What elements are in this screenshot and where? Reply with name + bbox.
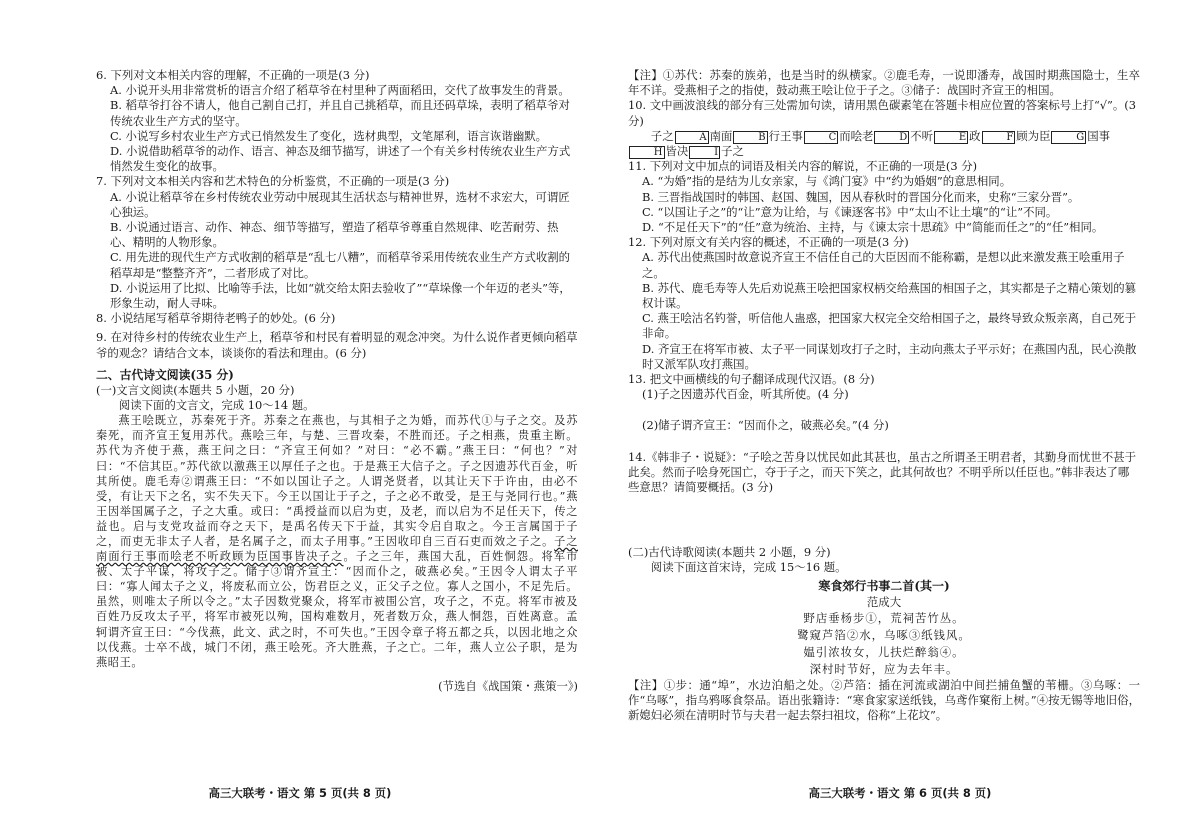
question-13-stem: 13. 把文中画横线的句子翻译成现代汉语。(8 分) xyxy=(628,372,875,387)
q10-segment: 南面 xyxy=(709,128,733,143)
question-11-option-b: B. 三晋指战国时的韩国、赵国、魏国，因从春秋时的晋国分化而来，史称“三家分晋”。 xyxy=(642,189,1080,204)
q10-mark-g: G xyxy=(1051,131,1086,144)
question-13-sentence-1: (1)子之因遗苏代百金，听其所使。(4 分) xyxy=(642,387,849,402)
classical-passage xyxy=(96,413,578,670)
annotation-note-2: 【注】①步：通“埠”，水边泊船之处。②芦箔：插在河流或湖泊中间拦捕鱼蟹的苇栅。③乌啄：一作“乌啄”，指乌鸦啄食祭品。语出张籍诗：“寒食家家送纸钱，乌鸢作窠衔上树。”④按无锡等地旧俗，新媳妇必须在清明时节与夫君一起去祭扫祖坟，俗称“上花坟”。 xyxy=(628,677,1140,723)
question-13-sentence-2: (2)储子谓齐宣王：“因而仆之，破燕必矣。”(4 分) xyxy=(642,418,889,433)
question-11-option-a: A. “为婚”指的是结为儿女亲家，与《鸿门宴》中“约为婚姻”的意思相同。 xyxy=(642,174,1012,189)
question-6-option-b: B. 稻草爷打谷不请人，他自己割自己打，并且自己挑稻草，而且还码草垛，表明了稻草爷对传统农业生产方式的坚守。 xyxy=(110,98,570,128)
question-7-option-b: B. 小说通过语言、动作、神态、细节等描写，塑造了稻草爷尊重自然规律、吃苦耐劳、热心、精明的人物形象。 xyxy=(110,220,559,250)
question-6-option-a: A. 小说开头用非常赏析的语言介绍了稻草爷在村里种了两面稻田，交代了故事发生的背景。 xyxy=(110,83,570,98)
passage-part-b: 。子之三年，燕国大乱，百姓恫怨。将军市被、太子平谋，将攻子之。储子③谓齐宣王：“因而仆之，破燕必矣。”王因令人谓太子平曰：“寡人闻太子之义，将废私而立公，饬君臣之义，正父子之位。寡人之国小，不足先后。虽然，则唯太子所以令之。”太子因数党聚众，将军市被围公宫，攻子之，不克。将军市被及百姓乃反攻太子平，将军市被死以殉，国构难数月，死者数万众，燕人恫怨，百姓离意。孟轲谓齐宣王曰：“今伐燕，此文、武之时，不可失也。”王因令章子将五都之兵，以因北地之众以伐燕。士卒不战，城门不闭，燕王哙死。齐大胜燕，子之亡。二年，燕人立公子职，是为燕昭王。 xyxy=(96,550,578,669)
page-footer-left: 高三大联考・语文 第 5 页(共 8 页) xyxy=(208,786,392,800)
q10-mark-h: H xyxy=(629,146,665,159)
poem-line: 鹭窥芦箔②水，乌啄③纸钱风。 xyxy=(797,627,971,642)
question-10-sentence xyxy=(628,129,1140,159)
question-10-stem: 10. 文中画波浪线的部分有三处需加句读，请用黑色碳素笔在答题卡相应位置的答案标号上打“√”。(3 分) xyxy=(628,98,1136,128)
passage-source: (节选自《战国策・燕策一》) xyxy=(438,678,578,693)
question-12-option-d: D. 齐宣王在将军市被、太子平一同谋划攻打子之时，主动向燕太子平示好；在燕国内乱，民心涣散时又派军队攻打燕国。 xyxy=(642,341,1137,371)
question-6-stem: 6. 下列对文本相关内容的理解，不正确的一项是(3 分) xyxy=(96,68,370,82)
question-12-stem: 12. 下列对原文有关内容的概述，不正确的一项是(3 分) xyxy=(628,235,909,250)
q10-mark-i: I xyxy=(689,146,720,159)
q10-segment: 国事 xyxy=(1087,128,1111,143)
q10-segment: 政 xyxy=(969,128,981,143)
poem-line: 深村时节好，应为去年丰。 xyxy=(809,661,959,676)
subsection-heading-2: (二)古代诗歌阅读(本题共 2 小题，9 分) xyxy=(628,545,831,560)
reading-instruction-2: 阅读下面这首宋诗，完成 15～16 题。 xyxy=(650,560,847,575)
question-14: 14.《韩非子・说疑》：“子哙之苦身以忧民如此其甚也，虽古之所谓圣王明君者，其勤身而忧世不甚于此矣。然而子哙身死国亡，夺于子之，而天下笑之，此其何故也？不明乎所以任臣也。”韩非表达了哪些意思？请简要概括。(3 分) xyxy=(628,449,1137,495)
question-7-option-c: C. 用先进的现代生产方式收割的稻草是“乱七八糟”，而稻草爷采用传统农业生产方式收割的稻草却是“整整齐齐”，二者形成了对比。 xyxy=(110,250,571,280)
poem-title: 寒食郊行书事二首(其一) xyxy=(818,578,950,593)
question-12-option-b: B. 苏代、鹿毛寿等人先后劝说燕王哙把国家权柄交给燕国的相国子之，其实都是子之精心策划的篡权计谋。 xyxy=(642,280,1137,311)
page-footer-right: 高三大联考・语文 第 6 页(共 8 页) xyxy=(808,786,992,800)
passage-part-a: 燕王哙既立，苏秦死于齐。苏秦之在燕也，与其相子之为婚，而苏代①与子之交。及苏秦死，而齐宣王复用苏代。燕哙三年，与楚、三晋攻秦，不胜而还。子之相燕，贵重主断。苏代为齐使于燕，燕王问之曰：“齐宣王何如？”对曰：“必不霸。”燕王曰：“何也？”对曰：“不信其臣。”苏代欲以激燕王以厚任子之也。于是燕王大信子之。子之因遗苏代百金，听其所使。鹿毛寿②谓燕王曰：“不如以国让子之。人谓尧贤者，以其让天下于许由，由必不受，有让天下之名，实不失天下。今王以国让于子之，子之必不敢受，是王与尧同行也。”燕王因举国属子之，子之大重。或曰：“禹授益而以启为吏，及老，而以启为不足任天下，传之益也。启与支党攻益而夺之天下，是禹名传天下于益，其实令启自取之。今王言属国于子之，而吏无非太子人者，是名属子之，而太子用事。”王因收印自三百石吏而效之子之。 xyxy=(96,414,578,549)
q10-segment: 而哙老 xyxy=(839,128,874,143)
q10-mark-a: A xyxy=(675,131,709,144)
q10-mark-c: C xyxy=(804,131,838,144)
question-12-option-c: C. 燕王哙沽名钓誉，听信他人蛊惑，把国家大权完全交给相国子之，最终导致众叛亲离，自己死于非命。 xyxy=(642,311,1136,341)
question-12-option-a: A. 苏代出使燕国时故意说齐宣王不信任自己的大臣因而不能称霸，是想以此来激发燕王哙重用子之。 xyxy=(642,250,1125,280)
question-6-option-c: C. 小说写乡村农业生产方式已悄然发生了变化，选材典型，文笔犀利，语言诙谐幽默。 xyxy=(110,128,548,143)
subsection-heading: (一)文言文阅读(本题共 5 小题，20 分) xyxy=(96,382,295,397)
poem-author: 范成大 xyxy=(866,594,902,609)
poem-line: 野店垂杨步①，荒祠苦竹丛。 xyxy=(803,610,965,625)
q10-segment: 子之 xyxy=(721,144,744,159)
q10-mark-d: D xyxy=(874,131,909,144)
poem-line: 媪引浓妆女，儿扶烂醉翁④。 xyxy=(803,644,965,659)
question-7-stem: 7. 下列对文本相关内容和艺术特色的分析鉴赏，不正确的一项是(3 分) xyxy=(96,174,450,189)
q10-segment: 子之 xyxy=(650,128,674,143)
question-7-option-d: D. 小说运用了比拟、比喻等手法，比如“就交给太阳去验收了”“草垛像一个年迈的老头”等，形象生动，耐人寻味。 xyxy=(110,280,571,311)
q10-segment: 不听 xyxy=(910,128,934,143)
annotation-note-1: 【注】①苏代：苏秦的族弟，也是当时的纵横家。②鹿毛寿，一说即潘寿，战国时期燕国隐士，生卒年不详。受燕相子之的指使，鼓动燕王哙让位于子之。③储子：战国时齐宣王的相国。 xyxy=(628,68,1140,98)
question-7-option-a: A. 小说让稻草爷在乡村传统农业劳动中展现其生活状态与精神世界，选材不求宏大，可谓匠心独运。 xyxy=(110,189,570,219)
q10-mark-b: B xyxy=(733,131,767,144)
section-heading: 二、古代诗文阅读(35 分) xyxy=(96,367,234,382)
q10-segment: 顾为臣 xyxy=(1016,128,1051,143)
q10-mark-f: F xyxy=(982,131,1016,144)
question-9: 9. 在对待乡村的传统农业生产上，稻草爷和村民有着明显的观念冲突。为什么说作者更倾向稻草爷的观念？请结合文本，谈谈你的看法和理由。(6 分) xyxy=(96,330,578,360)
q10-segment: 行王事 xyxy=(768,128,803,143)
question-8: 8. 小说结尾写稻草爷期待老鸭子的妙处。(6 分) xyxy=(96,311,336,326)
page-right xyxy=(600,0,1200,833)
question-11-option-d: D. “不足任天下”的“任”意为统治、主持，与《谏太宗十思疏》中“简能而任之”的“任”相同。 xyxy=(642,220,1104,235)
reading-instruction: 阅读下面的文言文，完成 10～14 题。 xyxy=(118,398,315,413)
question-11-option-c: C. “以国让子之”的“让”意为让给，与《谏逐客书》中“太山不让土壤”的“让”不同。 xyxy=(642,204,1058,219)
wavy-underlined-sentence: 子之南面行王事而哙老不听政顾为臣国事皆决子之 xyxy=(96,535,578,564)
question-6-option-d: D. 小说借助稻草爷的动作、语言、神态及细节描写，讲述了一个有关乡村传统农业生产方式悄然发生变化的故事。 xyxy=(110,144,571,174)
q10-segment: 皆决 xyxy=(665,144,689,159)
q10-mark-e: E xyxy=(934,131,968,144)
question-11-stem: 11. 下列对文中加点的词语及相关内容的解说，不正确的一项是(3 分) xyxy=(628,159,978,174)
